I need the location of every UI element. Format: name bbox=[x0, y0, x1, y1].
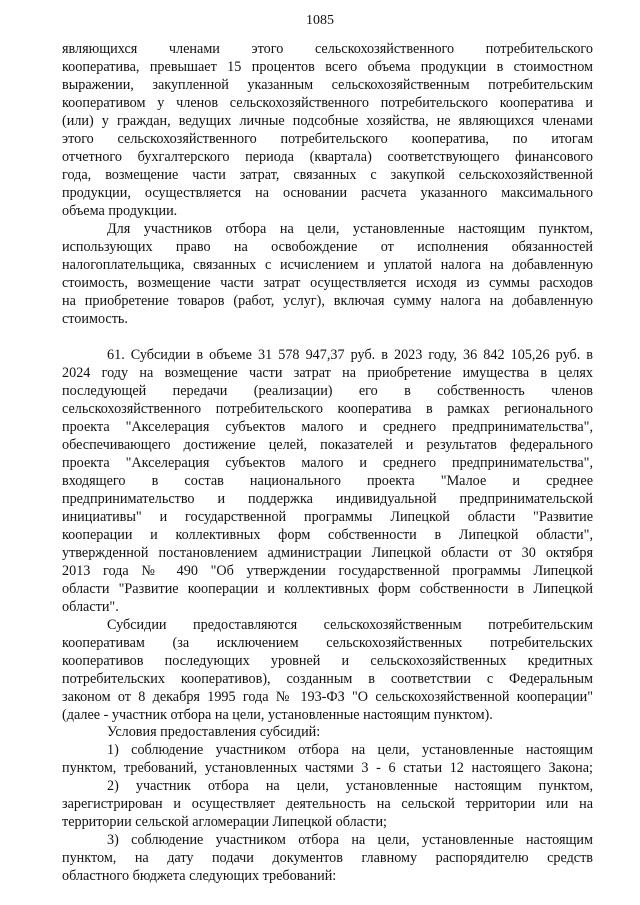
text-line: являющихся членами этого сельскохозяйственного потребительского bbox=[62, 41, 593, 57]
text-line: 2) участник отбора на цели, установленные настоящим пунктом, bbox=[107, 778, 593, 794]
text-line: кооперации и коллективных форм собственности в Липецкой области", bbox=[62, 527, 593, 543]
text-line: налогоплательщика, связанных с исчислением и уплатой налога на добавленную bbox=[62, 257, 593, 273]
text-line: проекта "Акселерация субъектов малого и среднего предпринимательства", bbox=[62, 455, 593, 471]
text-line: кооператива, превышает 15 процентов всего объема продукции в стоимостном bbox=[62, 59, 593, 75]
text-line: (или) у граждан, ведущих личные подсобные хозяйства, не являющихся членами bbox=[62, 113, 593, 129]
text-line: последующей передачи (реализации) его в собственность членов bbox=[62, 383, 593, 399]
text-line: кооперативом у членов сельскохозяйственного потребительского кооператива и bbox=[62, 95, 593, 111]
text-line: отчетного бухгалтерского периода (квартала) соответствующего финансового bbox=[62, 149, 593, 165]
text-line: пунктом, на дату подачи документов главному распорядителю средств bbox=[62, 850, 593, 866]
text-line: областного бюджета следующих требований: bbox=[62, 868, 337, 884]
text-line: Для участников отбора на цели, установленные настоящим пунктом, bbox=[107, 221, 593, 237]
text-line: законом от 8 декабря 1995 года № 193-ФЗ "О сельскохозяйственной кооперации" bbox=[62, 689, 593, 705]
text-line: предпринимательство и поддержка индивидуальной предпринимательской bbox=[62, 491, 593, 507]
text-line: обеспечивающего достижение целей, показателей и результатов федерального bbox=[62, 437, 593, 453]
text-line: территории сельской агломерации Липецкой области; bbox=[62, 814, 387, 830]
text-line: 61. Субсидии в объеме 31 578 947,37 руб. в 2023 году, 36 842 105,26 руб. в bbox=[107, 347, 593, 363]
text-line: инициативы" и государственной программы Липецкой области "Развитие bbox=[62, 509, 593, 525]
text-line: объема продукции. bbox=[62, 203, 178, 219]
text-line: Субсидии предоставляются сельскохозяйственным потребительским bbox=[107, 617, 593, 633]
text-line: Условия предоставления субсидий: bbox=[107, 724, 321, 740]
text-line: выражении, закупленной указанным сельскохозяйственным потребительским bbox=[62, 77, 593, 93]
text-line: входящего в состав национального проекта "Малое и среднее bbox=[62, 473, 593, 489]
text-line: 3) соблюдение участником отбора на цели, установленные настоящим bbox=[107, 832, 593, 848]
text-line: стоимость. bbox=[62, 311, 128, 327]
text-line: потребительских кооперативов), созданным в соответствии с Федеральным bbox=[62, 671, 593, 687]
text-line: области". bbox=[62, 599, 119, 615]
text-line: на приобретение товаров (работ, услуг), включая сумму налога на добавленную bbox=[62, 293, 593, 309]
text-line: области "Развитие кооперации и коллективных форм собственности в Липецкой bbox=[62, 581, 593, 597]
text-line: 2013 года № 490 "Об утверждении государственной программы Липецкой bbox=[62, 563, 593, 579]
text-line: сельскохозяйственного потребительского кооператива в рамках регионального bbox=[62, 401, 593, 417]
text-line: стоимость, возмещение части затрат осуществляется исходя из суммы расходов bbox=[62, 275, 593, 291]
text-line: зарегистрирован и осуществляет деятельность на сельской территории или на bbox=[62, 796, 593, 812]
text-line: использующих право на освобождение от исполнения обязанностей bbox=[62, 239, 593, 255]
page-number: 1085 bbox=[306, 13, 334, 28]
text-line: этого сельскохозяйственного потребительского кооператива, по итогам bbox=[62, 131, 593, 147]
text-line: (далее - участник отбора на цели, установленные настоящим пунктом). bbox=[62, 707, 493, 723]
text-line: 1) соблюдение участником отбора на цели, установленные настоящим bbox=[107, 742, 593, 758]
text-line: 2024 году на возмещение части затрат на приобретение имущества в целях bbox=[62, 365, 593, 381]
text-line: года, возмещение части затрат, связанных с закупкой сельскохозяйственной bbox=[62, 167, 593, 183]
text-line: утвержденной постановлением администрации Липецкой области от 30 октября bbox=[62, 545, 593, 561]
text-line: продукции, осуществляется на основании расчета указанного максимального bbox=[62, 185, 593, 201]
text-line: кооперативов последующих уровней и сельскохозяйственных кредитных bbox=[62, 653, 593, 669]
text-line: проекта "Акселерация субъектов малого и среднего предпринимательства", bbox=[62, 419, 593, 435]
text-line: кооперативам (за исключением сельскохозяйственных потребительских bbox=[62, 635, 593, 651]
text-line: пунктом, требований, установленных частями 3 - 6 статьи 12 настоящего Закона; bbox=[62, 760, 593, 776]
